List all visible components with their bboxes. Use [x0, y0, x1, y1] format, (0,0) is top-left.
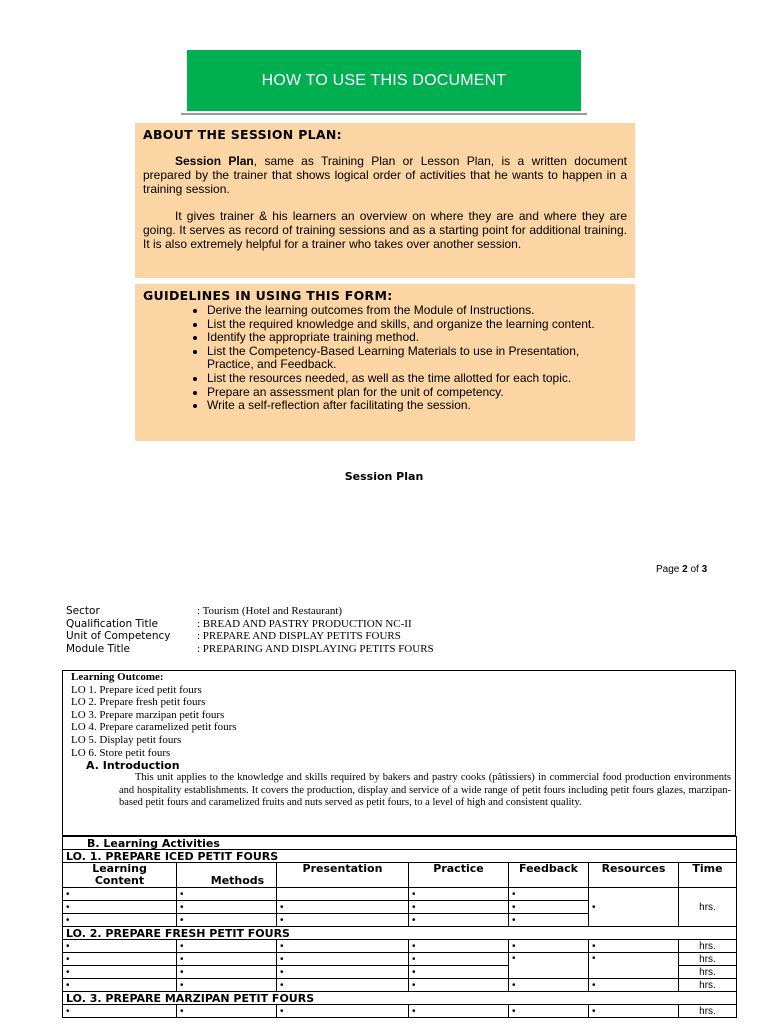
- guideline-item: • List the required knowledge and skills, and organize the learning content.: [207, 318, 627, 332]
- column-header-row: [63, 863, 737, 888]
- col-learning-content: [63, 863, 177, 888]
- bullet-cell: •: [589, 953, 679, 979]
- bullet-cell: •: [409, 1005, 509, 1018]
- about-paragraph-2: It gives trainer & his learners an overview on where they are and where they are going. It serves as record of training sessions and as a starting point for additional training. It is also extremely helpful for a trainer who takes over another session.: [143, 209, 627, 251]
- bullet-cell: •: [63, 953, 177, 966]
- learning-outcome-box: [62, 670, 736, 836]
- bullet-cell: •: [509, 901, 589, 914]
- bullet-cell: •: [277, 979, 409, 992]
- lo-row: [63, 992, 737, 1005]
- bullet-cell: •: [277, 1005, 409, 1018]
- time-cell: hrs.: [679, 940, 737, 953]
- banner-divider: [181, 113, 587, 115]
- guidelines-list: [143, 304, 627, 413]
- table-row: [63, 1005, 737, 1018]
- meta-label: Module Title: [66, 642, 131, 655]
- bullet-cell: •: [177, 888, 277, 901]
- bullet-cell: •: [589, 1005, 679, 1018]
- time-cell: hrs.: [679, 953, 737, 966]
- bullet-cell: •: [277, 914, 409, 927]
- empty-cell: [277, 888, 409, 901]
- learning-activities-table: [62, 836, 737, 1018]
- meta-value: : BREAD AND PASTRY PRODUCTION NC-II: [197, 617, 412, 630]
- bullet-cell: •: [277, 966, 409, 979]
- bullet-cell: •: [409, 966, 509, 979]
- learning-outcome-item: LO 6. Store petit fours: [71, 746, 171, 759]
- introduction-text: This unit applies to the knowledge and skills required by bakers and pastry cooks (pâtissiers) in commercial food production environments and hospitality establishments. It covers the production, display and service of a wide range of petit fours including petit fours glazes, marzipan-based petit fours and caramelized fruits and nuts served as petit fours, to a level of high and consistent quality.: [119, 772, 731, 809]
- meta-value: : PREPARING AND DISPLAYING PETITS FOURS: [197, 642, 434, 655]
- guideline-item: • List the Competency-Based Learning Materials to use in Presentation, Practice, and Feedback.: [207, 345, 627, 372]
- meta-value: : PREPARE AND DISPLAY PETITS FOURS: [197, 630, 401, 642]
- session-meta: [66, 605, 434, 655]
- bullet-cell: •: [177, 966, 277, 979]
- col-feedback: Feedback: [509, 863, 589, 888]
- time-cell: hrs.: [679, 888, 737, 927]
- page-number: [656, 564, 707, 575]
- bullet-cell: •: [509, 888, 589, 901]
- bullet-cell: •: [409, 914, 509, 927]
- learning-outcome-item: LO 5. Display petit fours: [71, 733, 182, 746]
- lo2-heading: LO. 2. PREPARE FRESH PETIT FOURS: [63, 927, 737, 940]
- col-presentation: Presentation: [277, 863, 409, 888]
- bullet-cell: •: [277, 901, 409, 914]
- about-paragraph-1-text: , same as Training Plan or Lesson Plan, is a written document prepared by the trainer that shows logical order of activities that he wants to happen in a training session.: [143, 154, 627, 196]
- guidelines-box: [135, 284, 635, 441]
- page-current: 2: [682, 564, 688, 575]
- lo1-heading: LO. 1. PREPARE ICED PETIT FOURS: [63, 850, 737, 863]
- table-row: [63, 940, 737, 953]
- activities-heading-row: [63, 837, 737, 850]
- time-cell: hrs.: [679, 979, 737, 992]
- table-row: [63, 953, 737, 966]
- meta-label: Sector: [66, 605, 100, 617]
- bullet-cell: •: [409, 940, 509, 953]
- learning-outcome-heading: Learning Outcome:: [71, 671, 164, 683]
- bullet-cell: •: [177, 940, 277, 953]
- bullet-cell: •: [277, 940, 409, 953]
- page-prefix: Page: [656, 564, 683, 575]
- guideline-item: • Write a self-reflection after facilitating the session.: [207, 399, 627, 413]
- bullet-cell: •: [409, 901, 509, 914]
- bullet-cell: •: [589, 888, 679, 927]
- about-paragraph-1: [143, 154, 627, 196]
- table-row: [63, 979, 737, 992]
- col-time: Time: [679, 863, 737, 888]
- bullet-cell: •: [63, 1005, 177, 1018]
- bullet-cell: •: [409, 888, 509, 901]
- bullet-cell: •: [589, 979, 679, 992]
- introduction-heading: A. Introduction: [86, 759, 180, 772]
- meta-row-qualification: [66, 618, 434, 631]
- learning-outcome-item: LO 2. Prepare fresh petit fours: [71, 696, 206, 709]
- bullet-cell: •: [63, 940, 177, 953]
- about-heading: ABOUT THE SESSION PLAN:: [143, 127, 342, 142]
- guidelines-heading: GUIDELINES IN USING THIS FORM:: [143, 288, 393, 303]
- learning-activities-heading: B. Learning Activities: [63, 837, 737, 850]
- guideline-item: • Prepare an assessment plan for the unit of competency.: [207, 386, 627, 400]
- bullet-cell: •: [63, 979, 177, 992]
- bullet-cell: •: [509, 940, 589, 953]
- lo-row: [63, 927, 737, 940]
- guideline-item: • Identify the appropriate training method.: [207, 331, 627, 345]
- session-plan-title: Session Plan: [344, 470, 424, 483]
- meta-value: : Tourism (Hotel and Restaurant): [197, 605, 343, 617]
- bullet-cell: •: [277, 953, 409, 966]
- time-cell: hrs.: [679, 966, 737, 979]
- page-total: 3: [701, 564, 708, 575]
- col-learning-content-line1: Learning: [92, 862, 147, 875]
- meta-label: Unit of Competency: [66, 630, 171, 642]
- col-methods: [177, 863, 277, 888]
- lo-row: [63, 850, 737, 863]
- bullet-cell: •: [63, 914, 177, 927]
- document-banner: [187, 50, 581, 111]
- bullet-cell: •: [589, 940, 679, 953]
- meta-row-module: [66, 643, 434, 656]
- table-row: [63, 888, 737, 901]
- bullet-cell: •: [177, 914, 277, 927]
- bullet-cell: •: [409, 979, 509, 992]
- about-session-plan-box: [135, 123, 635, 278]
- meta-row-unit: [66, 630, 434, 643]
- banner-title: HOW TO USE THIS DOCUMENT: [261, 71, 507, 89]
- time-cell: hrs.: [679, 1005, 737, 1018]
- bullet-cell: •: [509, 979, 589, 992]
- bullet-cell: •: [177, 953, 277, 966]
- guideline-item: • List the resources needed, as well as the time allotted for each topic.: [207, 372, 627, 386]
- learning-outcome-list: [71, 671, 237, 759]
- bullet-cell: •: [409, 953, 509, 966]
- meta-label: Qualification Title: [66, 617, 158, 630]
- bullet-cell: •: [63, 888, 177, 901]
- bullet-cell: •: [509, 1005, 589, 1018]
- bullet-cell: •: [63, 966, 177, 979]
- col-learning-content-line2: Content: [94, 874, 145, 887]
- learning-outcome-item: LO 1. Prepare iced petit fours: [71, 683, 202, 696]
- bullet-cell: •: [177, 1005, 277, 1018]
- bullet-cell: •: [177, 901, 277, 914]
- col-resources: Resources: [589, 863, 679, 888]
- bullet-cell: •: [63, 901, 177, 914]
- bullet-cell: •: [509, 953, 589, 979]
- col-practice: Practice: [409, 863, 509, 888]
- col-methods-label: Methods: [210, 874, 265, 887]
- guideline-item: • Derive the learning outcomes from the Module of Instructions.: [207, 304, 627, 318]
- meta-row-sector: [66, 605, 434, 618]
- bullet-cell: •: [177, 979, 277, 992]
- learning-outcome-item: LO 4. Prepare caramelized petit fours: [71, 721, 237, 734]
- page-of: of: [687, 564, 702, 575]
- bullet-cell: •: [509, 914, 589, 927]
- lo3-heading: LO. 3. PREPARE MARZIPAN PETIT FOURS: [63, 992, 737, 1005]
- session-plan-term: Session Plan: [175, 154, 254, 168]
- learning-outcome-item: LO 3. Prepare marzipan petit fours: [71, 708, 225, 721]
